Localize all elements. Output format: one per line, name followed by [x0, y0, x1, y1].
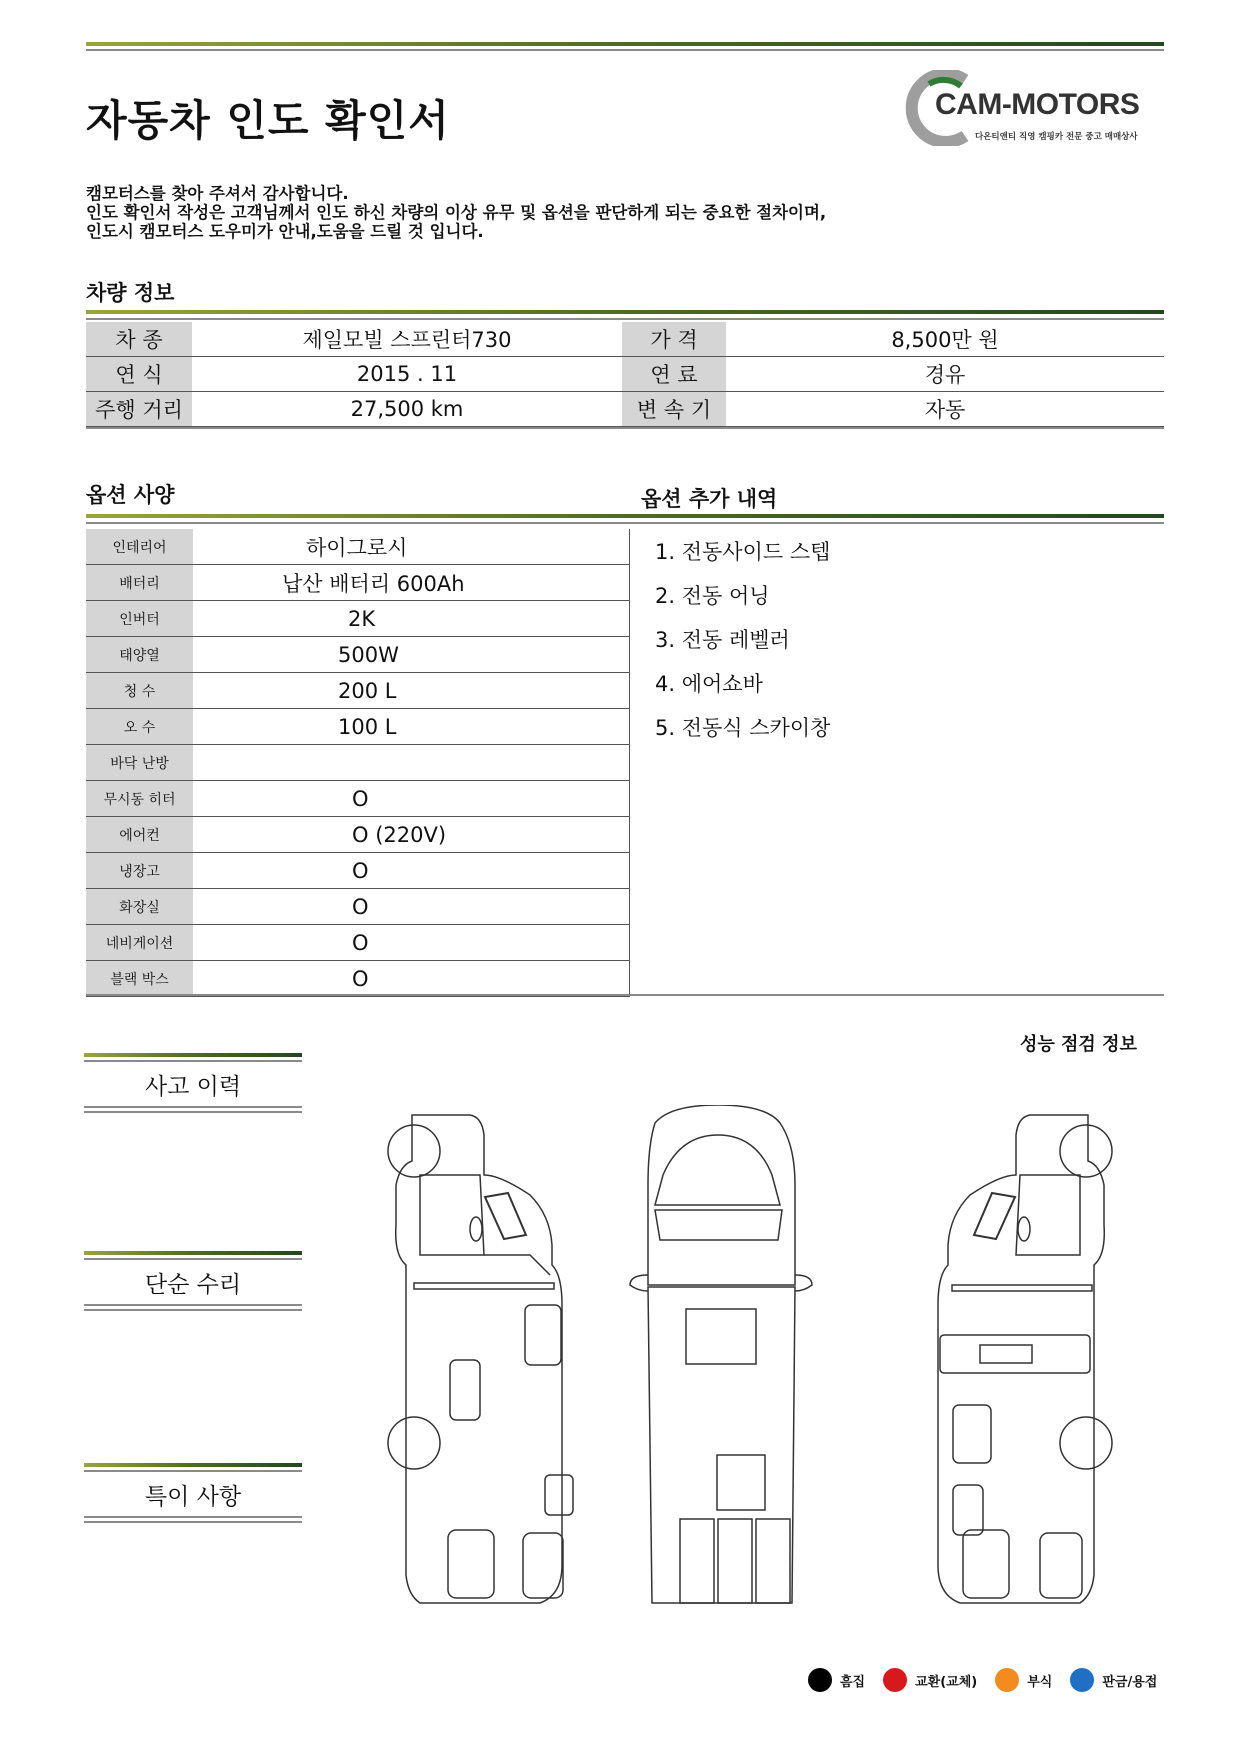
label-price: 가 격	[622, 322, 726, 357]
legend-dot-icon	[883, 1668, 907, 1692]
option-row	[86, 961, 630, 997]
option-extra-item: 4. 에어쇼바	[655, 672, 763, 696]
option-row	[86, 565, 630, 601]
intro-line-1: 캠모터스를 찾아 주셔서 감사합니다.	[86, 184, 349, 203]
vehicle-info-rule-green	[86, 310, 1164, 314]
value-mileage: 27,500 km	[192, 392, 622, 427]
option-row	[86, 637, 630, 673]
option-row	[86, 889, 630, 925]
vehicle-info-row	[86, 322, 1164, 357]
option-row	[86, 925, 630, 961]
option-value: 하이그로시	[193, 529, 630, 565]
side-section-title: 특이 사항	[144, 1484, 242, 1510]
option-label: 인테리어	[86, 529, 193, 565]
label-model: 차 종	[86, 322, 192, 357]
vehicle-info-rule-thin	[86, 318, 1164, 320]
vehicle-info-row	[86, 357, 1164, 392]
option-value: 납산 배터리 600Ah	[193, 565, 630, 601]
option-value: O	[193, 781, 630, 817]
legend-corrosion	[995, 1668, 1052, 1692]
option-label: 청 수	[86, 673, 193, 709]
value-price: 8,500만 원	[726, 322, 1164, 357]
option-row	[86, 529, 630, 565]
side-section-repair	[84, 1251, 302, 1311]
legend-label: 판금/용접	[1102, 1674, 1158, 1690]
options-title: 옵션 사양	[86, 483, 175, 507]
option-label: 에어컨	[86, 817, 193, 853]
option-value: 500W	[193, 637, 630, 673]
option-value: O (220V)	[193, 817, 630, 853]
option-label: 오 수	[86, 709, 193, 745]
value-model: 제일모빌 스프린터730	[192, 322, 622, 357]
options-table	[86, 529, 630, 997]
side-section-title: 사고 이력	[144, 1074, 242, 1100]
legend-replaced	[883, 1668, 977, 1692]
logo-brand: CAM-MOTORS	[935, 88, 1140, 121]
option-label: 태양열	[86, 637, 193, 673]
option-label: 무시동 히터	[86, 781, 193, 817]
legend-dot-icon	[808, 1668, 832, 1692]
option-extras-title: 옵션 추가 내역	[641, 487, 778, 511]
label-mileage: 주행 거리	[86, 392, 192, 427]
option-value: 2K	[193, 601, 630, 637]
option-label: 블랙 박스	[86, 961, 193, 997]
option-row	[86, 781, 630, 817]
intro-line-3: 인도시 캠모터스 도우미가 안내,도움을 드릴 것 입니다.	[86, 222, 484, 241]
option-label: 바닥 난방	[86, 745, 193, 781]
intro-line-2: 인도 확인서 작성은 고객님께서 인도 하신 차량의 이상 유무 및 옵션을 판단하게 되는 중요한 절차이며,	[86, 203, 827, 222]
page-title: 자동차 인도 확인서	[86, 96, 450, 145]
legend-label: 교환(교체)	[915, 1674, 978, 1690]
option-extra-item: 5. 전동식 스카이창	[655, 716, 831, 740]
options-rule-green	[86, 514, 1164, 518]
legend-label: 부식	[1027, 1674, 1053, 1690]
option-row	[86, 673, 630, 709]
side-section-title: 단순 수리	[144, 1272, 242, 1298]
option-row	[86, 709, 630, 745]
option-label: 냉장고	[86, 853, 193, 889]
option-value	[193, 745, 630, 781]
vehicle-info-bottom-rule	[86, 427, 1164, 429]
label-transmission: 변 속 기	[622, 392, 726, 427]
side-section-accident	[84, 1053, 302, 1113]
option-value: O	[193, 961, 630, 997]
logo-tagline: 다온티앤티 직영 캠핑카 전문 중고 매매상사	[975, 132, 1138, 142]
legend-label: 흠집	[840, 1674, 866, 1690]
label-fuel: 연 료	[622, 357, 726, 392]
option-value: 100 L	[193, 709, 630, 745]
option-value: O	[193, 853, 630, 889]
damage-legend	[790, 1668, 1157, 1692]
option-row	[86, 601, 630, 637]
option-extra-item: 3. 전동 레벨러	[655, 628, 790, 652]
option-row	[86, 817, 630, 853]
option-value: O	[193, 925, 630, 961]
option-extra-item: 1. 전동사이드 스텝	[655, 540, 831, 564]
option-label: 네비게이션	[86, 925, 193, 961]
option-row	[86, 745, 630, 781]
vehicle-top-view	[630, 1105, 812, 1603]
cam-motors-logo	[905, 70, 1167, 146]
vehicle-info-title: 차량 정보	[86, 281, 175, 305]
value-transmission: 자동	[726, 392, 1164, 427]
option-value: O	[193, 889, 630, 925]
option-value: 200 L	[193, 673, 630, 709]
vehicle-left-side-view	[388, 1115, 573, 1603]
vehicle-info-table	[86, 322, 1164, 427]
option-row	[86, 853, 630, 889]
value-year: 2015 . 11	[192, 357, 622, 392]
option-extras-list	[655, 530, 830, 750]
legend-dot-icon	[1070, 1668, 1094, 1692]
legend-dot-icon	[995, 1668, 1019, 1692]
vehicle-diagram	[380, 1105, 1120, 1605]
legend-sheet-metal	[1070, 1668, 1157, 1692]
top-rule-thin	[86, 49, 1164, 51]
top-rule-green	[86, 42, 1164, 46]
option-extra-item: 2. 전동 어닝	[655, 584, 770, 608]
option-label: 화장실	[86, 889, 193, 925]
side-section-notes	[84, 1463, 302, 1523]
value-fuel: 경유	[726, 357, 1164, 392]
legend-scratch	[808, 1668, 865, 1692]
options-bottom-rule	[86, 994, 1164, 996]
inspection-title: 성능 점검 정보	[1020, 1034, 1137, 1055]
options-divider	[629, 529, 630, 994]
option-label: 인버터	[86, 601, 193, 637]
intro-text	[86, 184, 826, 241]
options-rule-thin	[86, 522, 1164, 524]
vehicle-right-side-view	[938, 1115, 1112, 1603]
option-label: 배터리	[86, 565, 193, 601]
vehicle-info-row	[86, 392, 1164, 427]
label-year: 연 식	[86, 357, 192, 392]
